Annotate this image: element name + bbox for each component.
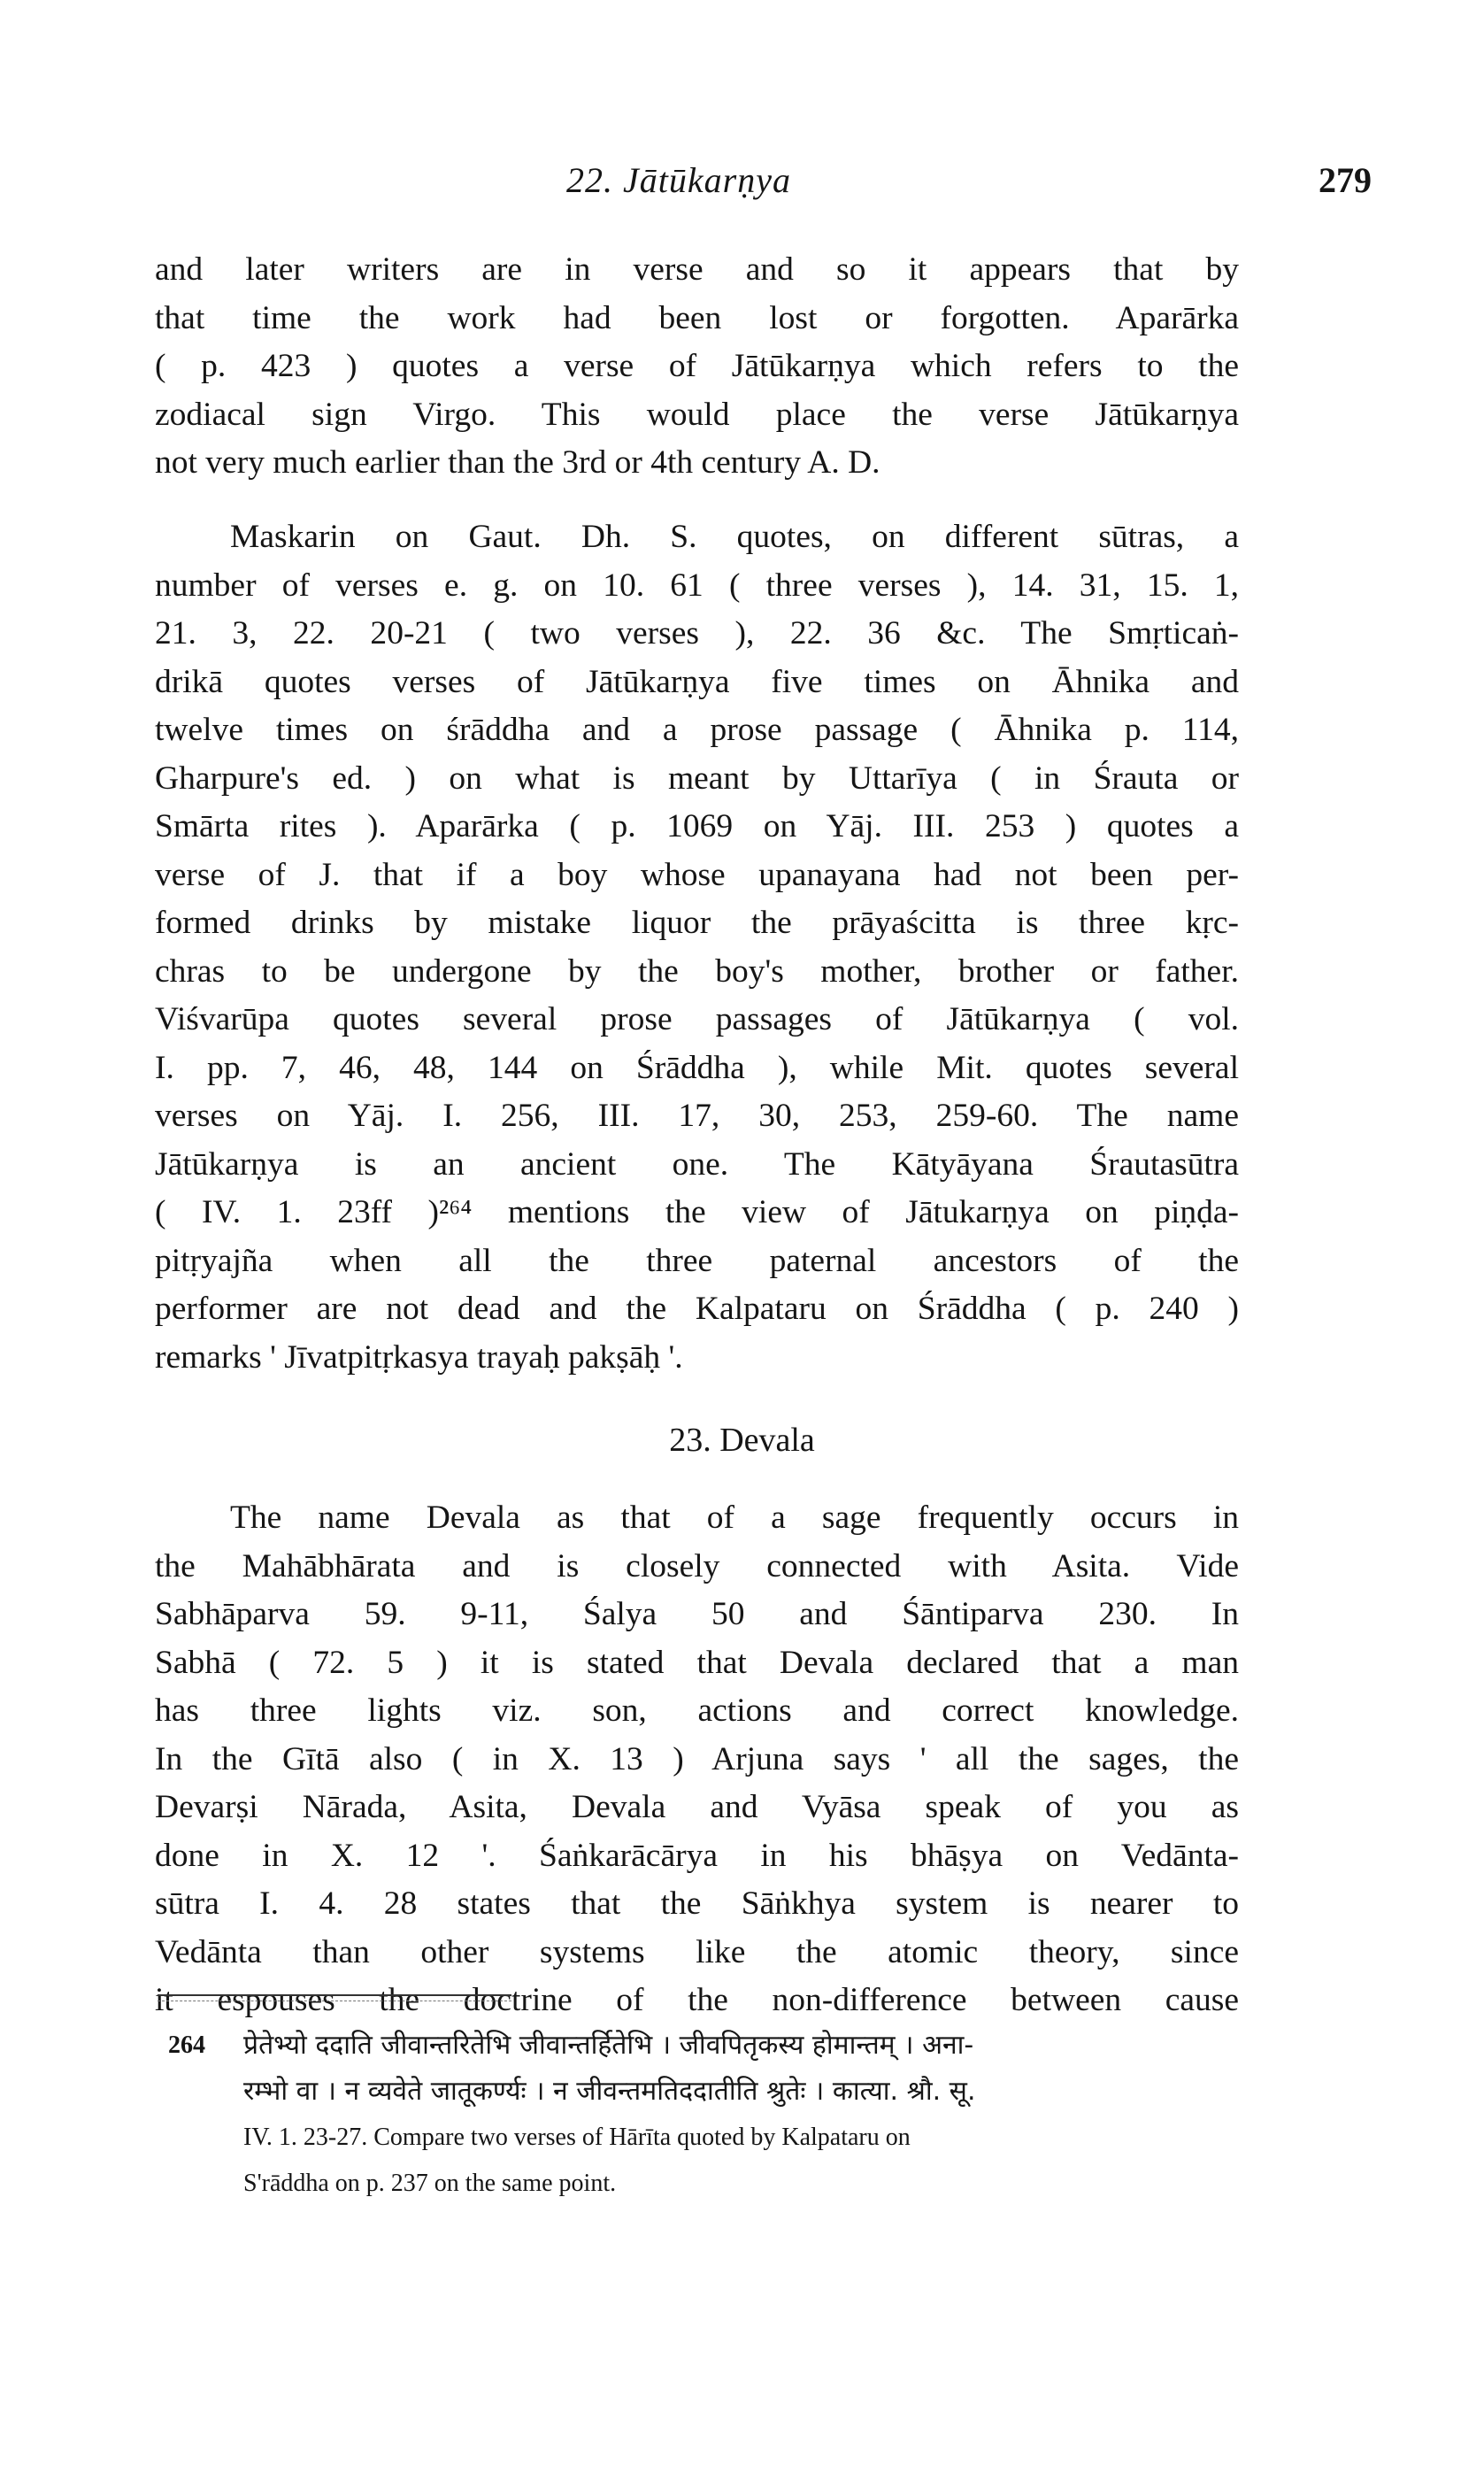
text-line: number of verses e. g. on 10. 61 ( three verses ), 14. 31, 15. 1,: [155, 567, 1239, 604]
footnote-sanskrit-line: रम्भो वा । न व्यवेते जातूकर्ण्यः । न जीवन्तमतिददातीति श्रुतेः । कात्या. श्रौ. सू.: [243, 2076, 976, 2107]
text-line: Gharpure's ed. ) on what is meant by Uttarīya ( in Śrauta or: [155, 759, 1239, 797]
text-line: has three lights viz. son, actions and correct knowledge.: [155, 1692, 1239, 1729]
text-line: I. pp. 7, 46, 48, 144 on Śrāddha ), while Mit. quotes several: [155, 1049, 1239, 1086]
footnote-text-line: IV. 1. 23-27. Compare two verses of Hārīta quoted by Kalpataru on: [243, 2124, 911, 2151]
text-line: chras to be undergone by the boy's mother, brother or father.: [155, 952, 1239, 990]
section-heading: 23. Devala: [669, 1422, 815, 1459]
text-line: the Mahābhārata and is closely connected with Asita. Vide: [155, 1547, 1239, 1584]
text-line: pitṛyajña when all the three paternal ancestors of the: [155, 1242, 1239, 1279]
text-line: Vedānta than other systems like the atomic theory, since: [155, 1933, 1239, 1970]
text-line: zodiacal sign Virgo. This would place the verse Jātūkarṇya: [155, 396, 1239, 433]
paragraph-maskarin: [155, 513, 1239, 1382]
text-line: that time the work had been lost or forgotten. Aparārka: [155, 299, 1239, 336]
footnote-sanskrit-line: प्रेतेभ्यो ददाति जीवान्तरितेभि जीवान्तर्हितेभि । जीवपितृकस्य होमान्तम् । अना-: [243, 2030, 974, 2061]
text-line: sūtra I. 4. 28 states that the Sāṅkhya system is nearer to: [155, 1885, 1239, 1922]
text-line: In the Gītā also ( in X. 13 ) Arjuna says ' all the sages, the: [155, 1740, 1239, 1777]
text-line: Smārta rites ). Aparārka ( p. 1069 on Yāj. III. 253 ) quotes a: [155, 808, 1239, 844]
text-line: The name Devala as that of a sage frequently occurs in: [230, 1499, 1239, 1536]
text-line: remarks ' Jīvatpitṛkasya trayaḥ pakṣāḥ '.: [155, 1338, 683, 1376]
page-header: [0, 159, 1484, 212]
paragraph-jatukarnya-intro: [155, 246, 1239, 488]
text-line: formed drinks by mistake liquor the prāyaścitta is three kṛc-: [155, 905, 1239, 941]
running-title: 22. Jātūkarṇya: [566, 160, 791, 200]
text-line: ( p. 423 ) quotes a verse of Jātūkarṇya which refers to the: [155, 348, 1239, 384]
text-line: drikā quotes verses of Jātūkarṇya five times on Āhnika and: [155, 663, 1239, 700]
page-number: 279: [1319, 160, 1372, 200]
text-line: performer are not dead and the Kalpataru on Śrāddha ( p. 240 ): [155, 1291, 1239, 1327]
text-line: 21. 3, 22. 20-21 ( two verses ), 22. 36 &c. The Smṛticaṅ-: [155, 615, 1239, 651]
text-line: Viśvarūpa quotes several prose passages of Jātūkarṇya ( vol.: [155, 1001, 1239, 1037]
footnote: [168, 2023, 1248, 2207]
footnote-divider: [158, 1994, 511, 1996]
text-line: not very much earlier than the 3rd or 4th century A. D.: [155, 444, 880, 481]
text-line: it espouses the doctrine of the non-difference between cause: [155, 1982, 1239, 2018]
paragraph-devala: [155, 1494, 1239, 2025]
text-line: Devarṣi Nārada, Asita, Devala and Vyāsa speak of you as: [155, 1789, 1239, 1825]
footnote-text-line: S'rāddha on p. 237 on the same point.: [243, 2170, 617, 2197]
text-line: Sabhā ( 72. 5 ) it is stated that Devala declared that a man: [155, 1644, 1239, 1681]
text-line: done in X. 12 '. Śaṅkarācārya in his bhāṣya on Vedānta-: [155, 1837, 1239, 1874]
text-line: verse of J. that if a boy whose upanayana had not been per-: [155, 856, 1239, 893]
footnote-marker: 264: [168, 2031, 205, 2059]
text-line: Sabhāparva 59. 9-11, Śalya 50 and Śāntiparva 230. In: [155, 1596, 1239, 1632]
text-line: verses on Yāj. I. 256, III. 17, 30, 253, 259-60. The name: [155, 1098, 1239, 1134]
text-line: ( IV. 1. 23ff )²⁶⁴ mentions the view of Jātukarṇya on piṇḍa-: [155, 1194, 1239, 1230]
text-line: twelve times on śrāddha and a prose passage ( Āhnika p. 114,: [155, 712, 1239, 748]
text-line: and later writers are in verse and so it appears that by: [155, 251, 1239, 288]
text-line: Maskarin on Gaut. Dh. S. quotes, on different sūtras, a: [230, 519, 1239, 555]
text-line: Jātūkarṇya is an ancient one. The Kātyāyana Śrautasūtra: [155, 1145, 1239, 1183]
